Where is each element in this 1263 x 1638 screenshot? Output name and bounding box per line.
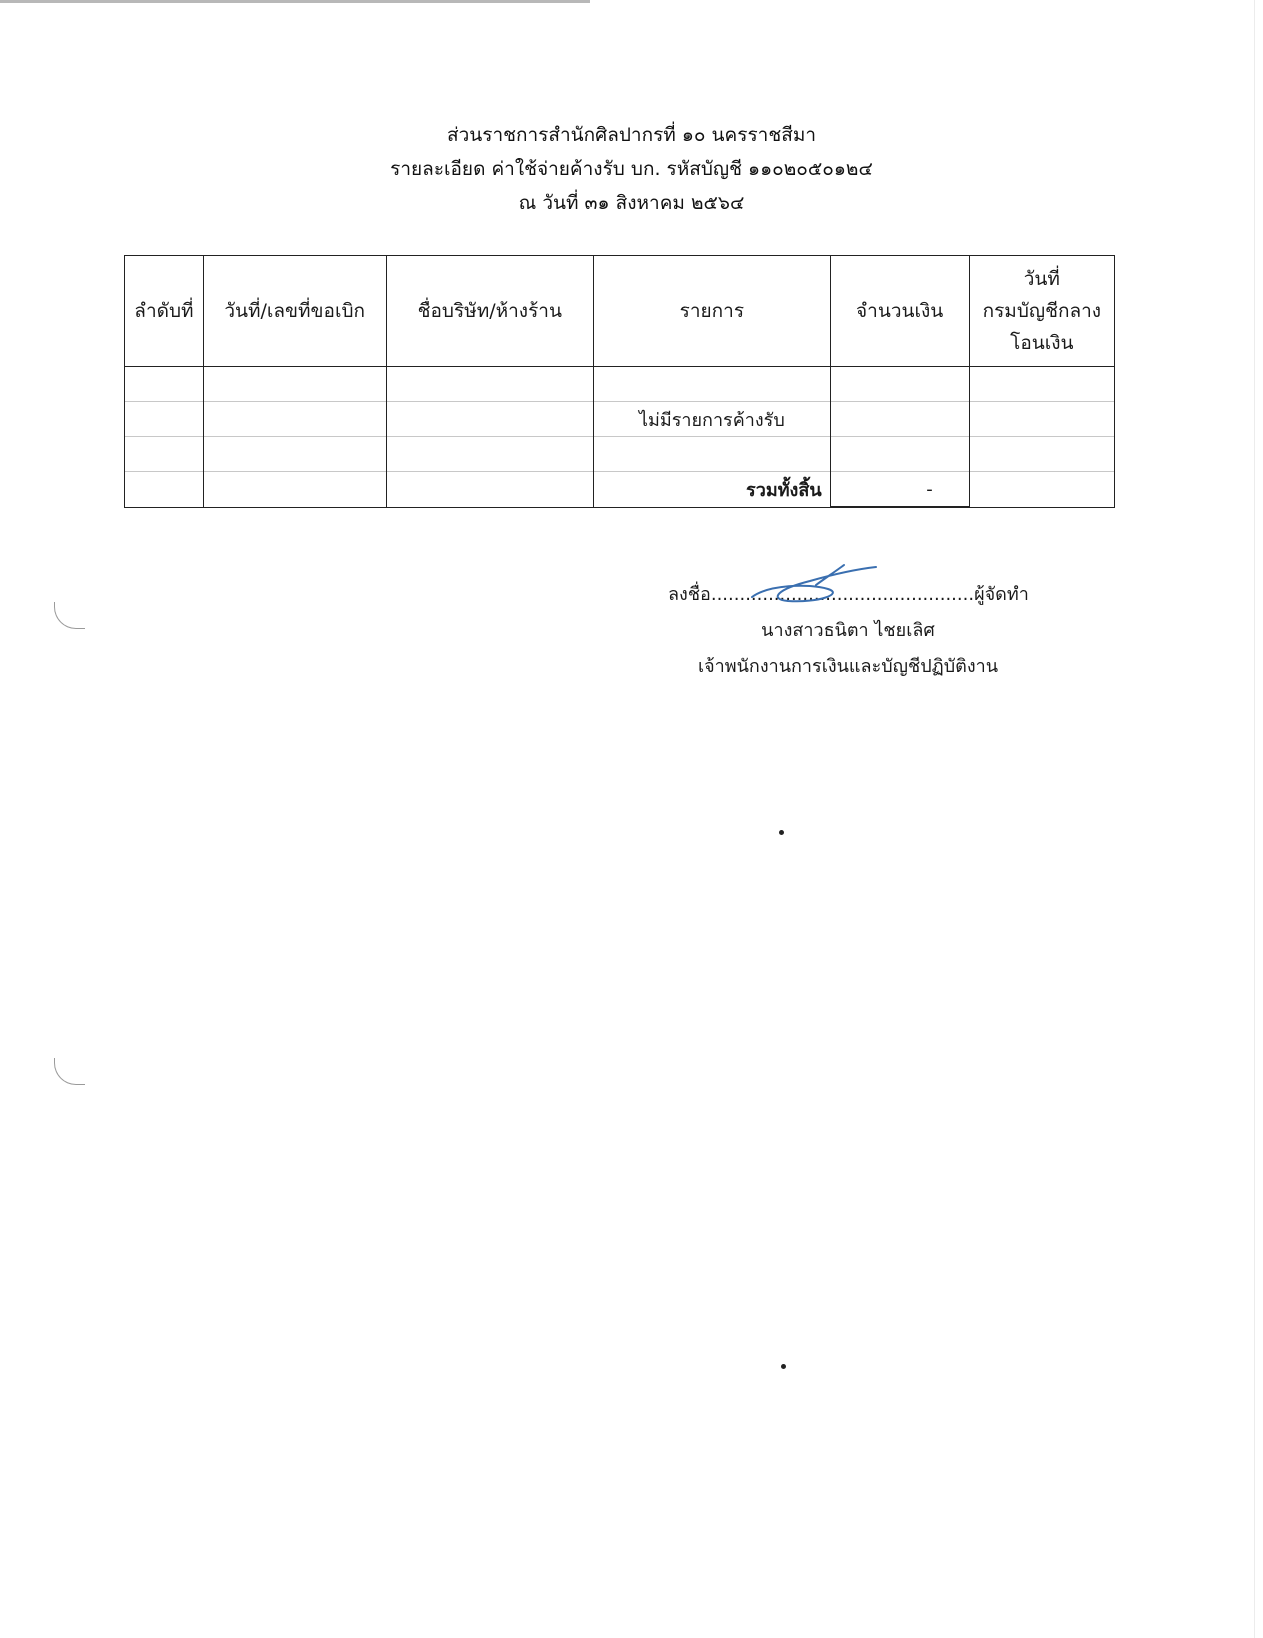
col-header-transfer-date-line3: โอนเงิน: [1010, 332, 1074, 354]
signer-name: นางสาวธนิตา ไชยเลิศ: [761, 620, 935, 641]
table-cell: [594, 367, 831, 402]
no-items-message: ไม่มีรายการค้างรับ: [594, 402, 831, 437]
table-row: [125, 437, 1115, 472]
table-cell: [203, 437, 386, 472]
table-row: [125, 402, 1115, 437]
document-header: [0, 118, 1263, 220]
table-cell: [125, 472, 204, 508]
col-header-item: รายการ: [594, 256, 831, 367]
total-value: -: [830, 472, 969, 508]
table-cell: [386, 437, 594, 472]
table-cell: [594, 437, 831, 472]
scan-edge-right: [1254, 0, 1255, 1638]
table-cell: [125, 402, 204, 437]
col-header-transfer-date: [969, 256, 1114, 367]
table-cell: [203, 367, 386, 402]
signature-block: [668, 577, 1028, 685]
table-cell: [125, 367, 204, 402]
table-cell: [386, 472, 594, 508]
table-cell: [386, 367, 594, 402]
table-row: [125, 367, 1115, 402]
table-cell: [830, 402, 969, 437]
scan-speck: [781, 1364, 786, 1369]
header-title: รายละเอียด ค่าใช้จ่ายค้างรับ บก. รหัสบัญชี ๑๑๐๒๐๕๐๑๒๔: [390, 158, 873, 180]
sign-suffix: ผู้จัดทำ: [974, 584, 1029, 605]
punch-hole-upper: [54, 602, 85, 629]
table-cell: [969, 402, 1114, 437]
table-header-row: [125, 256, 1115, 367]
col-header-amount: จำนวนเงิน: [830, 256, 969, 367]
table-cell: [386, 402, 594, 437]
punch-hole-lower: [54, 1058, 85, 1085]
signature-line: [668, 577, 1028, 613]
handwritten-signature: [748, 559, 878, 605]
table-total-row: [125, 472, 1115, 508]
table-cell: [830, 367, 969, 402]
col-header-company: ชื่อบริษัท/ห้างร้าน: [386, 256, 594, 367]
table-cell: [969, 437, 1114, 472]
sign-dots: ..............................................: [710, 584, 975, 605]
table-cell: [203, 402, 386, 437]
table-cell: [969, 367, 1114, 402]
signer-position: เจ้าพนักงานการเงินและบัญชีปฏิบัติงาน: [697, 656, 999, 677]
table-cell: [125, 437, 204, 472]
col-header-transfer-date-line1: วันที่: [1023, 268, 1060, 290]
header-agency: ส่วนราชการสำนักศิลปากรที่ ๑๐ นครราชสีมา: [446, 124, 817, 146]
table-cell: [830, 437, 969, 472]
table-cell: [203, 472, 386, 508]
table-cell: [969, 472, 1114, 508]
col-header-seq: ลำดับที่: [125, 256, 204, 367]
scan-edge-top: [0, 0, 590, 3]
sign-prefix: ลงชื่อ: [668, 584, 711, 605]
col-header-date-request-no: วันที่/เลขที่ขอเบิก: [203, 256, 386, 367]
col-header-transfer-date-line2: กรมบัญชีกลาง: [982, 300, 1102, 322]
accrued-receivables-table: [124, 255, 1115, 508]
scan-speck: [779, 830, 784, 835]
header-date: ณ วันที่ ๓๑ สิงหาคม ๒๕๖๔: [518, 192, 745, 214]
total-label: รวมทั้งสิ้น: [594, 472, 831, 508]
